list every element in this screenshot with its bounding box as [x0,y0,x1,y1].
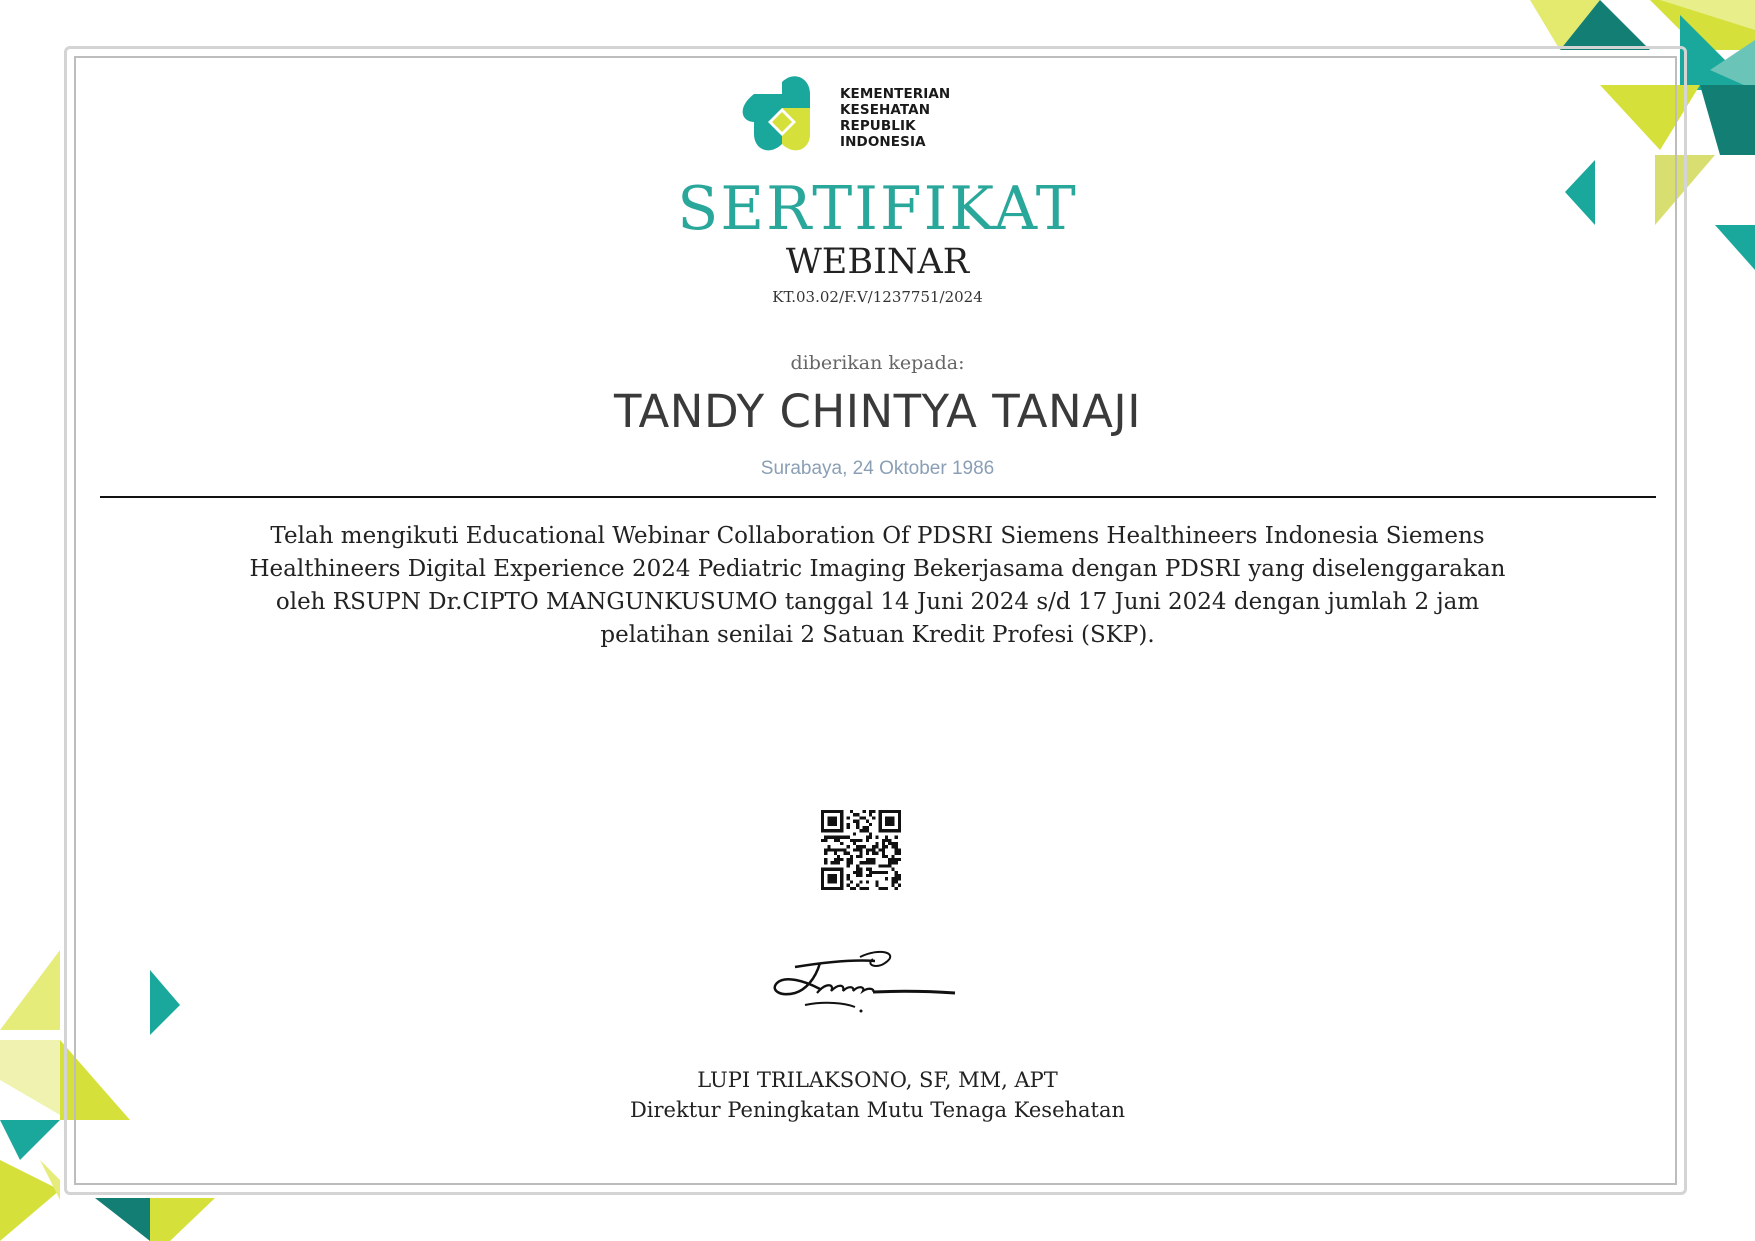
body-line: pelatihan senilai 2 Satuan Kredit Profesi (SKP). [600,622,1155,648]
given-to-label: diberikan kepada: [790,352,965,374]
logo-line: REPUBLIK [840,118,916,134]
logo-line: KEMENTERIAN [840,86,951,102]
signature-icon [765,945,960,1025]
qr-code-icon [821,810,901,890]
divider [100,496,1656,498]
certificate-body [190,520,1565,652]
ministry-name [840,86,950,150]
birth-info: Surabaya, 24 Oktober 1986 [760,458,995,479]
body-line: Healthineers Digital Experience 2024 Pediatric Imaging Bekerjasama dengan PDSRI yang diselenggarakan [249,556,1506,582]
logo-line: KESEHATAN [840,102,931,118]
body-line: Telah mengikuti Educational Webinar Collaboration Of PDSRI Siemens Healthineers Indonesia Siemens [270,523,1485,549]
body-line: oleh RSUPN Dr.CIPTO MANGUNKUSUMO tanggal 14 Juni 2024 s/d 17 Juni 2024 dengan jumlah 2 jam [275,589,1480,615]
recipient-name: TANDY CHINTYA TANAJI [614,385,1141,438]
certificate-title: SERTIFIKAT [677,174,1078,244]
logo-line: INDONESIA [840,134,926,150]
ministry-logo [736,72,966,150]
certificate-subtitle: WEBINAR [785,242,970,282]
signatory-position: Direktur Peningkatan Mutu Tenaga Kesehatan [629,1098,1126,1122]
signatory-name: LUPI TRILAKSONO, SF, MM, APT [697,1068,1058,1092]
certificate-number: KT.03.02/F.V/1237751/2024 [772,288,983,306]
ministry-emblem-icon [736,72,828,164]
